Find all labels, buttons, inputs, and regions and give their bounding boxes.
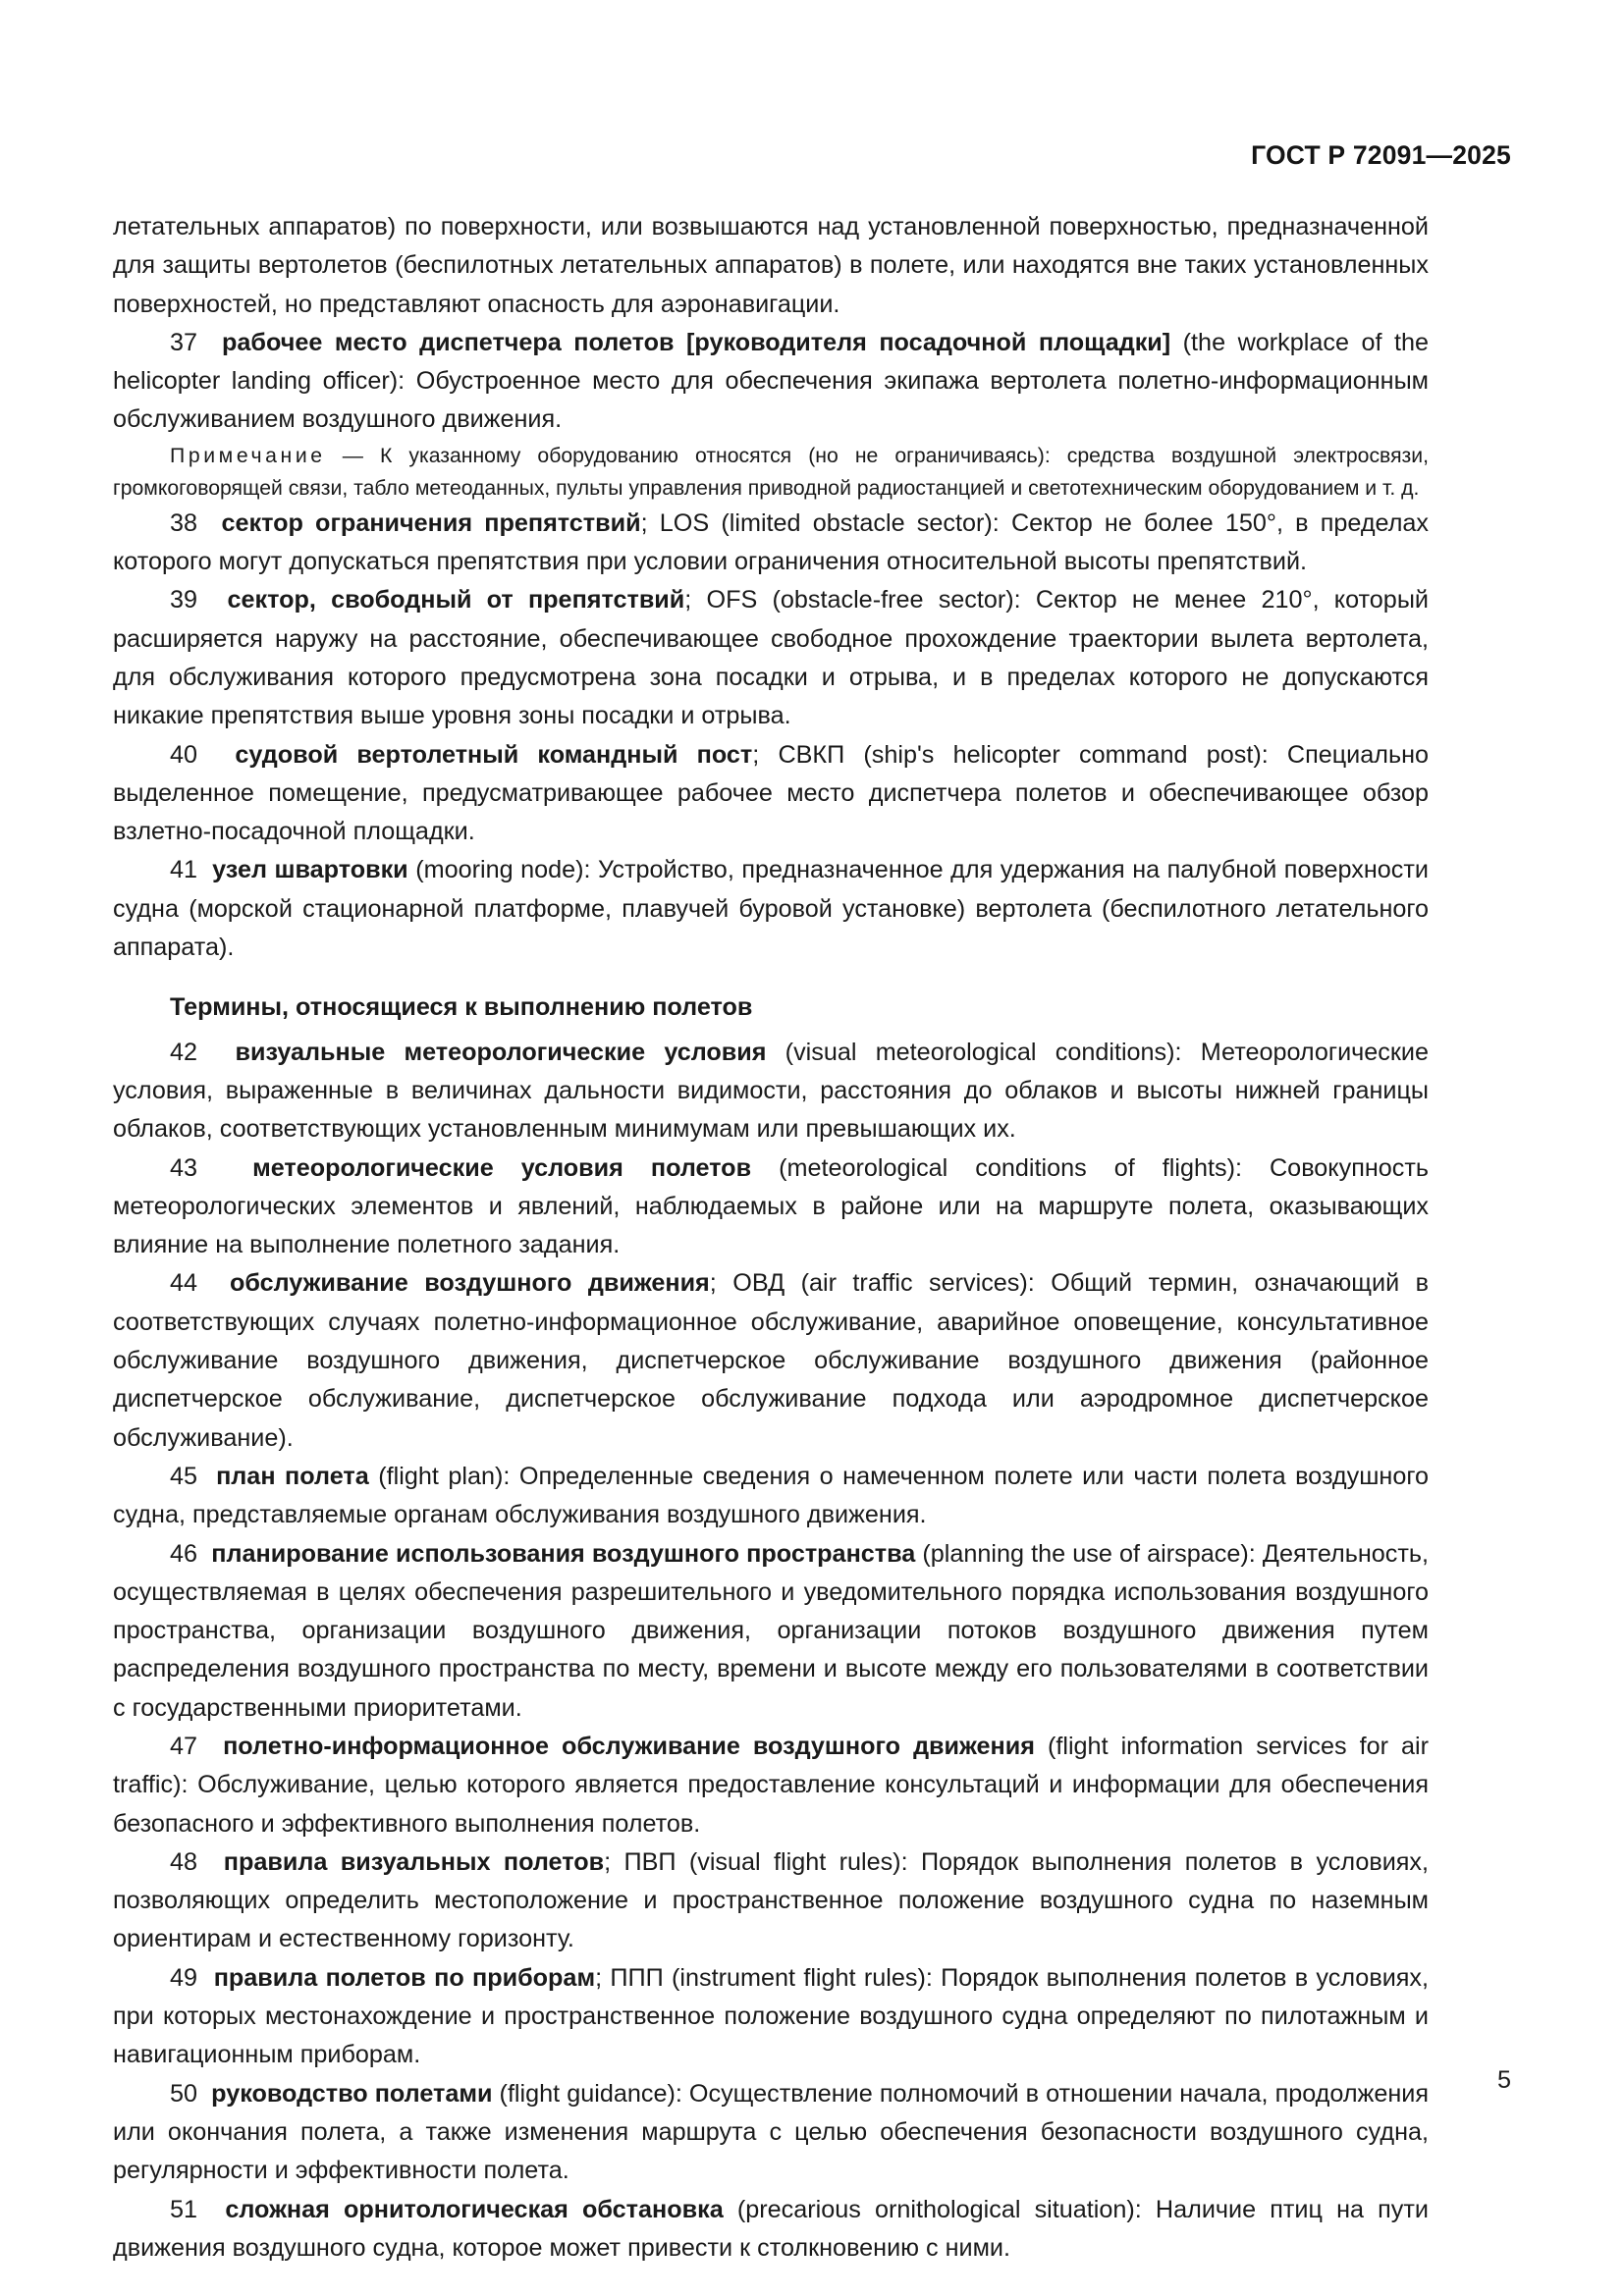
term-name-46: планирование использования воздушного пространства: [211, 1539, 916, 1568]
note-dash: —: [325, 444, 380, 467]
term-entry-41: [113, 851, 1429, 967]
term-number-47: 47: [170, 1732, 198, 1760]
term-number-40: 40: [170, 740, 198, 769]
term-definition-43: (meteorological conditions of flights): Совокупность метеорологических элементов и явлений, наблюдаемых в районе или на маршруте полета, оказывающих влияние на выполнение полетного задания.: [113, 1153, 1429, 1259]
term-number-38: 38: [170, 508, 198, 537]
term-name-40: судовой вертолетный командный пост: [235, 740, 753, 769]
term-name-47: полетно-информационное обслуживание воздушного движения: [223, 1732, 1035, 1760]
term-name-39: сектор, свободный от препятствий: [227, 586, 685, 614]
term-name-42: визуальные метеорологические условия: [235, 1038, 767, 1066]
term-name-38: сектор ограничения препятствий: [221, 508, 641, 537]
term-number-39: 39: [170, 586, 198, 614]
term-name-45: план полета: [216, 1462, 369, 1490]
term-number-48: 48: [170, 1847, 198, 1876]
term-number-46: 46: [170, 1539, 198, 1568]
term-definition-41: (mooring node): Устройство, предназначенное для удержания на палубной поверхности судна (морской стационарной платформе, плавучей буровой установке) вертолета (беспилотного летательного аппарата).: [113, 856, 1429, 962]
term-number-42: 42: [170, 1038, 198, 1066]
note-label: Примечание: [170, 444, 326, 467]
term-number-50: 50: [170, 2079, 198, 2108]
note-block: [113, 440, 1429, 505]
term-definition-46: (planning the use of airspace): Деятельность, осуществляемая в целях обеспечения разрешительного и уведомительного порядка использования воздушного пространства, организации воздушного движения, организации потоков воздушного движения путем распределения воздушного пространства по месту, времени и высоте между его пользователями в соответствии с государственными приоритетами.: [113, 1539, 1429, 1722]
section-heading: Термины, относящиеся к выполнению полетов: [170, 993, 753, 1022]
term-number-43: 43: [170, 1153, 198, 1182]
term-name-49: правила полетов по приборам: [213, 1963, 596, 1992]
term-entry-38: [113, 505, 1429, 582]
term-definition-44: ; ОВД (air traffic services): Общий термин, означающий в соответствующих случаях полетно-информационное обслуживание, аварийное оповещение, консультативное обслуживание воздушного движения, диспетчерское обслуживание воздушного движения (районное диспетчерское обслуживание, диспетчерское обслуживание подхода или аэродромное диспетчерское обслуживание).: [113, 1269, 1429, 1452]
term-definition-40: ; СВКП (ship's helicopter command post): Специально выделенное помещение, предусматривающее рабочее место диспетчера полетов и обеспечивающее обзор взлетно-посадочной площадки.: [113, 740, 1430, 846]
term-entry-48: [113, 1843, 1429, 1959]
term-definition-50: (flight guidance): Осуществление полномочий в отношении начала, продолжения или окончания полета, а также изменения маршрута с целью обеспечения безопасности воздушного судна, регулярности и эффективности полета.: [113, 2079, 1429, 2185]
term-number-49: 49: [170, 1963, 198, 1992]
term-definition-49: ; ППП (instrument flight rules): Порядок выполнения полетов в условиях, при которых местонахождение и пространственное положение воздушного судна определяют по пилотажным и навигационным приборам.: [113, 1963, 1429, 2069]
term-name-48: правила визуальных полетов: [223, 1847, 605, 1876]
term-name-41: узел швартовки: [212, 856, 408, 884]
term-entry-40: [113, 736, 1429, 852]
term-name-51: сложная орнитологическая обстановка: [225, 2195, 724, 2223]
document-body: [113, 208, 1429, 2268]
term-entry-45: [113, 1458, 1429, 1535]
term-definition-51: (precarious ornithological situation): Наличие птиц на пути движения воздушного судна, которое может привести к столкновению с ними.: [113, 2195, 1429, 2262]
term-entry-37: [113, 324, 1429, 440]
term-number-51: 51: [170, 2195, 198, 2223]
continued-paragraph: летательных аппаратов) по поверхности, или возвышаются над установленной поверхностью, предназначенной для защиты вертолетов (беспилотных летательных аппаратов) в полете, или находятся вне таких установленных поверхностей, но представляют опасность для аэронавигации.: [113, 213, 1429, 318]
term-number-37: 37: [170, 328, 198, 356]
term-entry-46: [113, 1535, 1429, 1728]
term-definition-38: ; LOS (limited obstacle sector): Сектор не более 150°, в пределах которого могут допускаться препятствия при условии ограничения относительной высоты препятствий.: [113, 508, 1430, 576]
term-number-45: 45: [170, 1462, 198, 1490]
term-definition-47: (flight information services for air traffic): Обслуживание, целью которого является предоставление консультаций и информации для обеспечения безопасного и эффективного выполнения полетов.: [113, 1732, 1429, 1838]
term-definition-42: (visual meteorological conditions): Метеорологические условия, выраженные в величинах дальности видимости, расстояния до облаков и высоты нижней границы облаков, соответствующих установленным минимумам или превышающих их.: [113, 1038, 1429, 1144]
page-number: 5: [1496, 2066, 1511, 2094]
term-name-37: рабочее место диспетчера полетов [руководителя посадочной площадки]: [222, 328, 1171, 356]
term-name-43: метеорологические условия полетов: [252, 1153, 752, 1182]
note-text: К указанному оборудованию относятся (но не ограничиваясь): средства воздушной электросвязи, громкоговорящей связи, табло метеоданных, пульты управления приводной радиостанцией и светотехническим оборудованием и т. д.: [113, 444, 1429, 500]
term-name-50: руководство полетами: [211, 2079, 493, 2108]
term-entry-47: [113, 1728, 1429, 1843]
term-definition-39: ; OFS (obstacle-free sector): Сектор не менее 210°, который расширяется наружу на расстояние, обеспечивающее свободное прохождение траектории вылета вертолета, для обслуживания которого предусмотрена зона посадки и отрыва, и в пределах которого не допускаются никакие препятствия выше уровня зоны посадки и отрыва.: [113, 586, 1429, 730]
term-name-44: обслуживание воздушного движения: [229, 1269, 710, 1298]
term-definition-45: (flight plan): Определенные сведения о намеченном полете или части полета воздушного судна, представляемые органам обслуживания воздушного движения.: [113, 1462, 1429, 1529]
term-definition-48: ; ПВП (visual flight rules): Порядок выполнения полетов в условиях, позволяющих определить местоположение и пространственное положение воздушного судна по наземным ориентирам и естественному горизонту.: [113, 1847, 1430, 1953]
term-entry-49: [113, 1959, 1429, 2075]
term-entry-51: [113, 2191, 1429, 2269]
term-entry-44: [113, 1264, 1429, 1457]
term-number-41: 41: [170, 856, 198, 884]
document-standard-code: ГОСТ Р 72091—2025: [1251, 140, 1511, 170]
term-entry-39: [113, 581, 1429, 735]
term-entry-42: [113, 1034, 1429, 1149]
term-definition-37: (the workplace of the helicopter landing officer): Обустроенное место для обеспечения экипажа вертолета полетно-информационным обслуживанием воздушного движения.: [113, 328, 1429, 434]
term-entry-43: [113, 1149, 1429, 1265]
term-number-44: 44: [170, 1269, 198, 1298]
page-header: [113, 140, 1511, 174]
